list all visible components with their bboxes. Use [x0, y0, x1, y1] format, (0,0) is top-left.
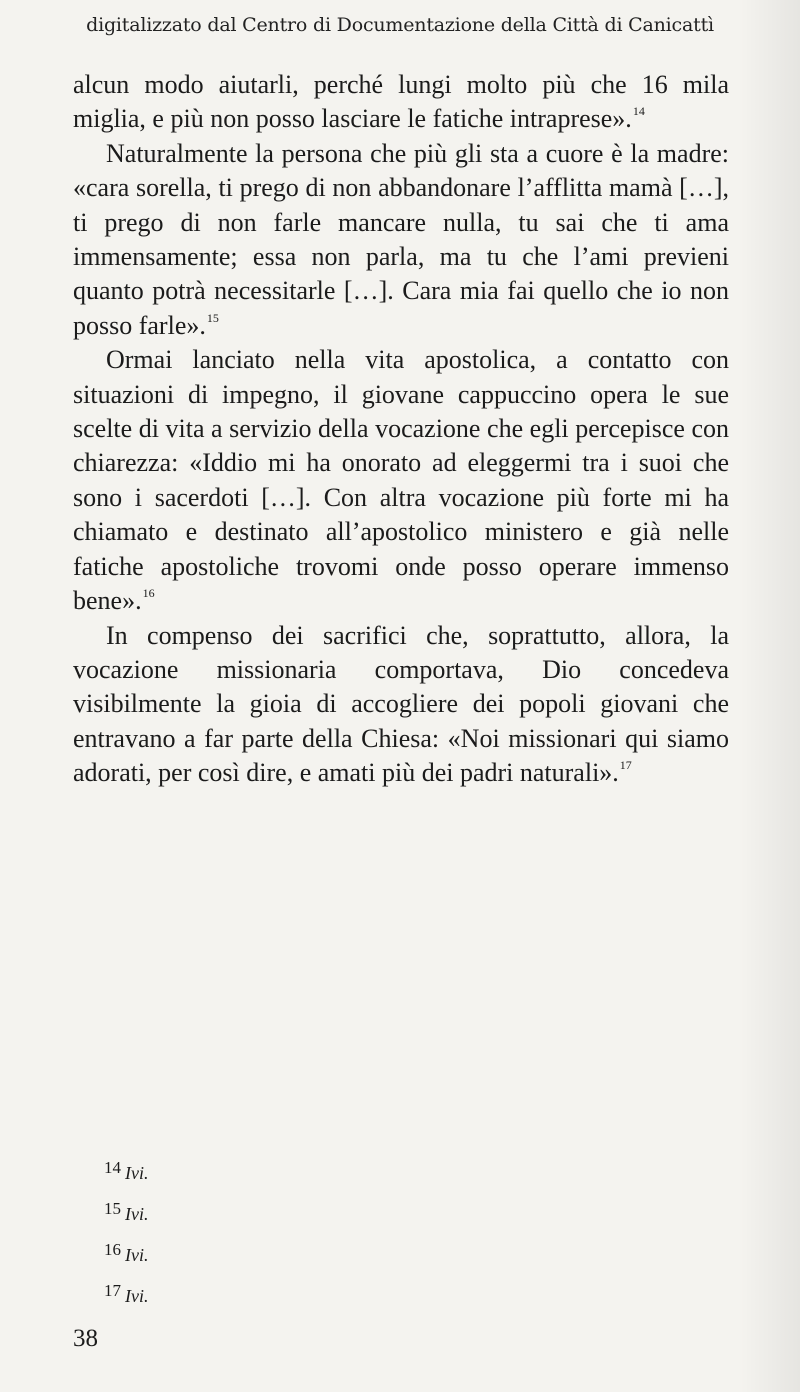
footnote-text: Ivi.	[125, 1245, 149, 1265]
main-text	[73, 68, 729, 791]
paragraph-2	[73, 137, 729, 343]
digitization-watermark: digitalizzato dal Centro di Documentazione della Città di Canicattì	[86, 14, 714, 36]
paragraph-4	[73, 619, 729, 791]
footnote-16	[104, 1232, 148, 1273]
footnote-ref-17[interactable]: 17	[619, 758, 632, 773]
footnote-text: Ivi.	[125, 1204, 149, 1224]
paragraph-3	[73, 343, 729, 618]
footnote-number: 17	[104, 1281, 121, 1300]
paragraph-1	[73, 68, 729, 137]
footnote-15	[104, 1191, 148, 1232]
footnote-number: 15	[104, 1199, 121, 1218]
footnote-number: 16	[104, 1240, 121, 1259]
footnote-17	[104, 1273, 148, 1314]
footnote-14	[104, 1150, 148, 1191]
footnote-ref-15[interactable]: 15	[206, 310, 219, 325]
paragraph-text: Naturalmente la persona che più gli sta a cuore è la madre: «cara sorella, ti prego di non abbandonare l’afflitta mamà […], ti prego di non farle mancare nulla, tu sai che ti ama immensamente; essa non parla, ma tu che l’ami previeni quanto potrà necessitarle […]. Cara mia fai quello che io non posso farle».	[73, 138, 729, 340]
footnote-ref-16[interactable]: 16	[142, 586, 155, 601]
paragraph-text: Ormai lanciato nella vita apostolica, a contatto con situazioni di impegno, il giovane cappuccino opera le sue scelte di vita a servizio della vocazione che egli percepisce con chiarezza: «Iddio mi ha onorato ad eleggermi tra i suoi che sono i sacerdoti […]. Con altra vocazione più forte mi ha chiamato e destinato all’apostolico ministero e già nelle fatiche apostoliche trovomi onde posso operare immenso bene».	[73, 345, 729, 616]
footnote-ref-14[interactable]: 14	[632, 104, 645, 119]
footnote-text: Ivi.	[125, 1163, 149, 1183]
footnotes	[104, 1150, 148, 1314]
paragraph-text: alcun modo aiutarli, perché lungi molto più che 16 mila miglia, e più non posso lasciare le fatiche intraprese».	[73, 70, 729, 134]
footnote-text: Ivi.	[125, 1286, 149, 1306]
footnote-number: 14	[104, 1158, 121, 1177]
paragraph-text: In compenso dei sacrifici che, soprattutto, allora, la vocazione missionaria comportava, Dio concedeva visibilmente la gioia di accogliere dei popoli giovani che entravano a far parte della Chiesa: «Noi missionari qui siamo adorati, per così dire, e amati più dei padri naturali».	[73, 620, 729, 788]
page-number: 38	[73, 1325, 98, 1352]
